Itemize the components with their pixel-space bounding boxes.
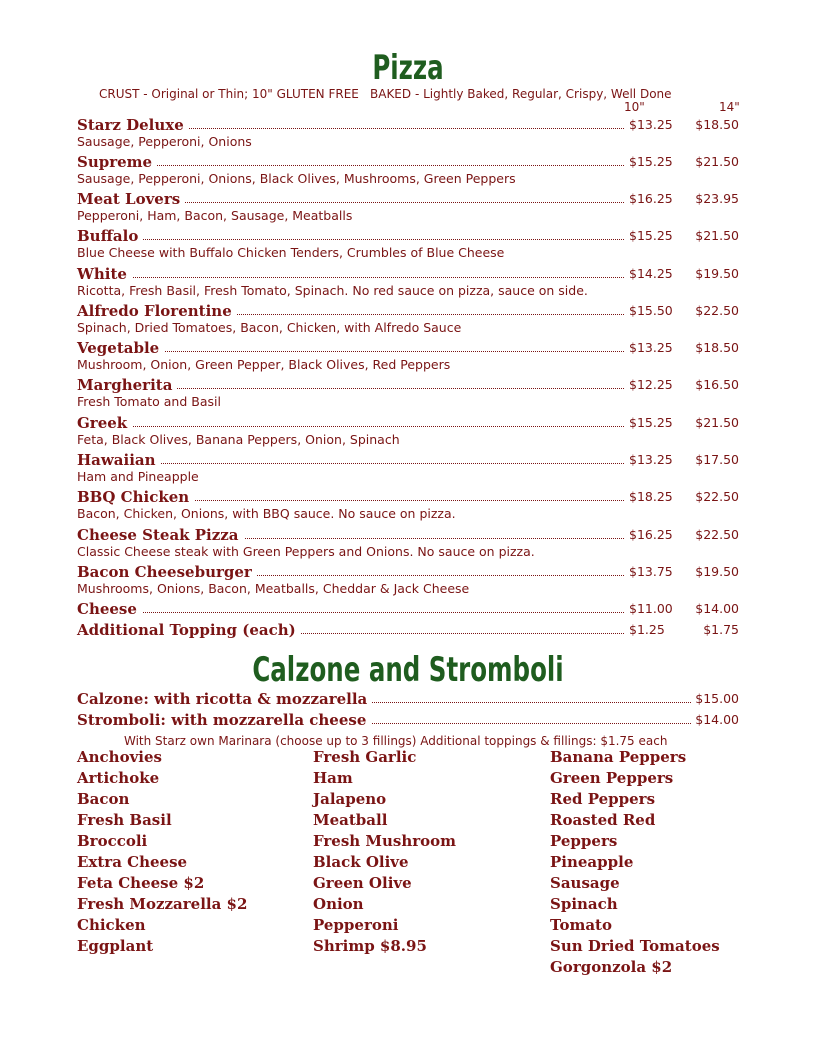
pizza-item: [77, 414, 739, 451]
calzone-price: $15.00: [692, 691, 739, 706]
pizza-description: Classic Cheese steak with Green Peppers and Onions. No sauce on pizza.: [77, 544, 535, 559]
calzone-section-title: Calzone and Stromboli: [252, 650, 564, 690]
pizza-item-row: [77, 227, 739, 247]
pizza-name: Meat Lovers: [77, 190, 185, 208]
baked-note: BAKED - Lightly Baked, Regular, Crispy, Well Done: [370, 87, 672, 101]
topping-item: Pineapple: [550, 853, 634, 871]
topping-item: Gorgonzola $2: [550, 958, 673, 976]
topping-item: Artichoke: [77, 769, 160, 787]
pizza-item-row: [77, 376, 739, 396]
topping-item: Spinach: [550, 895, 618, 913]
pizza-price-14: $22.50: [695, 303, 739, 318]
pizza-item-row: [77, 339, 739, 359]
topping-item: Fresh Mushroom: [313, 832, 457, 850]
topping-item: Anchovies: [77, 748, 162, 766]
topping-item: Sausage: [550, 874, 620, 892]
pizza-price-10: $13.25: [626, 340, 673, 355]
pizza-description: Mushrooms, Onions, Bacon, Meatballs, Cheddar & Jack Cheese: [77, 581, 470, 596]
leader-dots: [77, 612, 624, 613]
stromboli-row: [77, 711, 739, 731]
pizza-item-row: [77, 563, 739, 583]
pizza-item-row: [77, 153, 739, 173]
pizza-item-row: [77, 526, 739, 546]
toppings-column-2: [313, 748, 456, 958]
topping-item: Jalapeno: [313, 790, 387, 808]
pizza-price-10: $13.25: [626, 117, 673, 132]
topping-item: Meatball: [313, 811, 388, 829]
pizza-price-10: $12.25: [626, 377, 673, 392]
pizza-price-14: $22.50: [695, 489, 739, 504]
pizza-price-10: $16.25: [626, 191, 673, 206]
topping-item: Black Olive: [313, 853, 409, 871]
topping-item: Fresh Basil: [77, 811, 172, 829]
pizza-name: BBQ Chicken: [77, 488, 194, 506]
pizza-price-14: $23.95: [695, 191, 739, 206]
pizza-name: Hawaiian: [77, 451, 161, 469]
pizza-name: Margherita: [77, 376, 177, 394]
leader-dots: [77, 426, 624, 427]
topping-item: Extra Cheese: [77, 853, 188, 871]
pizza-price-14: $19.50: [695, 266, 739, 281]
pizza-price-14: $18.50: [695, 117, 739, 132]
pizza-price-14: $16.50: [695, 377, 739, 392]
pizza-item: [77, 339, 739, 376]
pizza-description: Sausage, Pepperoni, Onions, Black Olives, Mushrooms, Green Peppers: [77, 171, 516, 186]
pizza-name: Cheese: [77, 600, 142, 618]
topping-item: Chicken: [77, 916, 146, 934]
pizza-price-14: $14.00: [695, 601, 739, 616]
pizza-price-14: $22.50: [695, 527, 739, 542]
toppings-column-1: [77, 748, 247, 958]
pizza-price-10: $15.25: [626, 415, 673, 430]
topping-item: Broccoli: [77, 832, 148, 850]
pizza-item: [77, 376, 739, 413]
topping-item: Fresh Mozzarella $2: [77, 895, 248, 913]
size-14-header: 14": [719, 100, 740, 114]
pizza-name: Greek: [77, 414, 132, 432]
pizza-price-14: $19.50: [695, 564, 739, 579]
topping-item: Banana Peppers: [550, 748, 687, 766]
pizza-name: Additional Topping (each): [77, 621, 301, 639]
pizza-description: Feta, Black Olives, Banana Peppers, Onion, Spinach: [77, 432, 400, 447]
topping-item: Feta Cheese $2: [77, 874, 205, 892]
fillings-note: With Starz own Marinara (choose up to 3 fillings) Additional toppings & fillings: $1.75 each: [124, 734, 668, 748]
pizza-item: [77, 526, 739, 563]
pizza-name: Cheese Steak Pizza: [77, 526, 244, 544]
pizza-item-row: [77, 302, 739, 322]
pizza-item: [77, 488, 739, 525]
topping-item: Ham: [313, 769, 353, 787]
pizza-price-10: $13.75: [626, 564, 673, 579]
pizza-item: [77, 302, 739, 339]
leader-dots: [77, 165, 624, 166]
toppings-column-3: [550, 748, 720, 979]
size-10-header: 10": [624, 100, 645, 114]
pizza-price-10: $14.25: [626, 266, 673, 281]
pizza-name: Vegetable: [77, 339, 164, 357]
pizza-description: Fresh Tomato and Basil: [77, 394, 221, 409]
topping-item: Sun Dried Tomatoes: [550, 937, 720, 955]
pizza-name: Alfredo Florentine: [77, 302, 237, 320]
topping-item: Green Peppers: [550, 769, 674, 787]
pizza-description: Sausage, Pepperoni, Onions: [77, 134, 252, 149]
pizza-description: Mushroom, Onion, Green Pepper, Black Olives, Red Peppers: [77, 357, 451, 372]
pizza-price-14: $18.50: [695, 340, 739, 355]
pizza-item-row: [77, 414, 739, 434]
pizza-item-row: [77, 621, 739, 641]
crust-note: CRUST - Original or Thin; 10" GLUTEN FREE: [99, 87, 359, 101]
pizza-price-14: $17.50: [695, 452, 739, 467]
pizza-price-10: $16.25: [626, 527, 673, 542]
pizza-price-10: $1.25: [626, 622, 665, 637]
topping-item: Fresh Garlic: [313, 748, 417, 766]
pizza-name: Supreme: [77, 153, 157, 171]
pizza-item: [77, 227, 739, 264]
pizza-price-14: $21.50: [695, 228, 739, 243]
pizza-description: Blue Cheese with Buffalo Chicken Tenders, Crumbles of Blue Cheese: [77, 245, 505, 260]
pizza-item: [77, 563, 739, 600]
pizza-item-row: [77, 116, 739, 136]
topping-item: Roasted Red: [550, 811, 656, 829]
topping-item: Shrimp $8.95: [313, 937, 427, 955]
topping-item: Pepperoni: [313, 916, 399, 934]
pizza-price-10: $11.00: [626, 601, 673, 616]
pizza-item: [77, 190, 739, 227]
pizza-price-14: $1.75: [703, 622, 739, 637]
pizza-name: White: [77, 265, 132, 283]
pizza-price-10: $15.25: [626, 154, 673, 169]
pizza-description: Pepperoni, Ham, Bacon, Sausage, Meatballs: [77, 208, 353, 223]
topping-item: Eggplant: [77, 937, 154, 955]
topping-item: Tomato: [550, 916, 612, 934]
pizza-price-10: $15.25: [626, 228, 673, 243]
leader-dots: [77, 277, 624, 278]
pizza-item: [77, 265, 739, 302]
topping-item: Red Peppers: [550, 790, 656, 808]
topping-item: Peppers: [550, 832, 618, 850]
pizza-name: Bacon Cheeseburger: [77, 563, 257, 581]
pizza-item-row: [77, 488, 739, 508]
pizza-description: Ham and Pineapple: [77, 469, 199, 484]
topping-item: Onion: [313, 895, 364, 913]
pizza-description: Ricotta, Fresh Basil, Fresh Tomato, Spinach. No red sauce on pizza, sauce on side.: [77, 283, 588, 298]
pizza-price-14: $21.50: [695, 154, 739, 169]
calzone-row: [77, 690, 739, 710]
topping-item: Bacon: [77, 790, 130, 808]
stromboli-price: $14.00: [692, 712, 739, 727]
pizza-item-row: [77, 190, 739, 210]
topping-item: Green Olive: [313, 874, 412, 892]
pizza-section-title: Pizza: [372, 48, 444, 88]
pizza-item-row: [77, 265, 739, 285]
leader-dots: [77, 239, 624, 240]
pizza-description: Spinach, Dried Tomatoes, Bacon, Chicken, with Alfredo Sauce: [77, 320, 462, 335]
pizza-price-10: $15.50: [626, 303, 673, 318]
pizza-name: Starz Deluxe: [77, 116, 189, 134]
pizza-price-14: $21.50: [695, 415, 739, 430]
pizza-name: Buffalo: [77, 227, 143, 245]
pizza-item: [77, 116, 739, 153]
calzone-name: Calzone: with ricotta & mozzarella: [77, 690, 372, 708]
pizza-description: Bacon, Chicken, Onions, with BBQ sauce. No sauce on pizza.: [77, 506, 456, 521]
pizza-item-row: [77, 451, 739, 471]
pizza-price-10: $13.25: [626, 452, 673, 467]
stromboli-name: Stromboli: with mozzarella cheese: [77, 711, 371, 729]
pizza-price-10: $18.25: [626, 489, 673, 504]
pizza-item: [77, 153, 739, 190]
pizza-item: [77, 451, 739, 488]
pizza-item-row: [77, 600, 739, 620]
